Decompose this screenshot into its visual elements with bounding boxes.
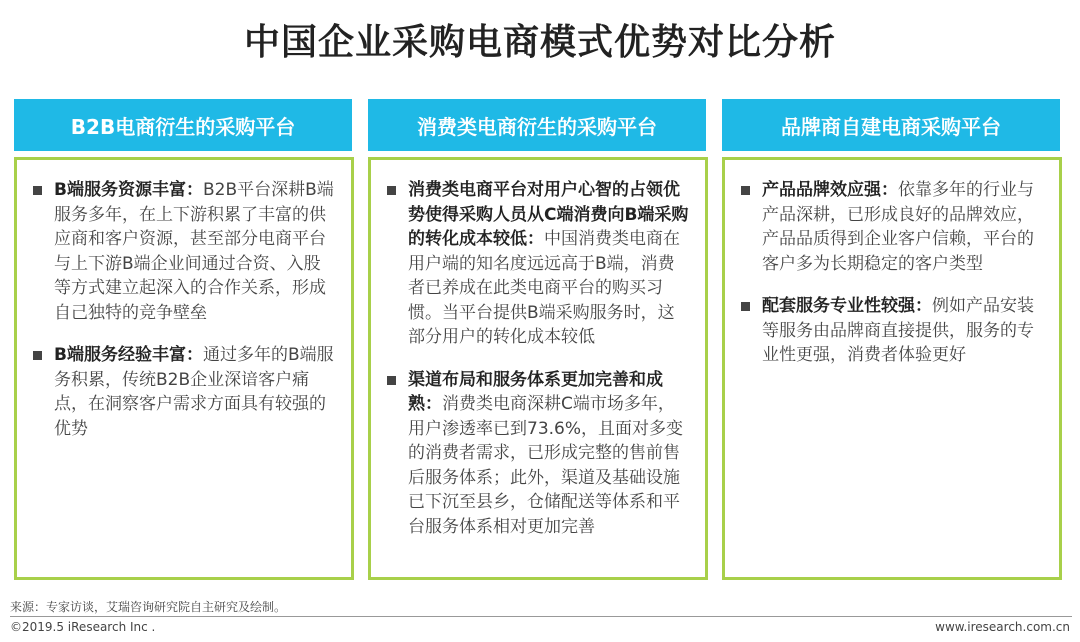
item-heading: 产品品牌效应强： xyxy=(762,180,898,200)
square-bullet-icon xyxy=(741,302,750,311)
item-heading: 消费类电商平台对用户心智的占领优势使得采购人员从C端消费向B端采购的转化成本较低： xyxy=(408,180,689,249)
square-bullet-icon xyxy=(741,186,750,195)
item-body: 依靠多年的行业与产品深耕，已形成良好的品牌效应，产品品质得到企业客户信赖，平台的客户多为长期稳定的客户类型 xyxy=(762,180,1034,274)
list-item xyxy=(387,178,691,350)
column-box-consumer xyxy=(368,157,708,580)
source-note: 来源：专家访谈，艾瑞咨询研究院自主研究及绘制。 xyxy=(10,600,287,614)
column-header-b2b: B2B电商衍生的采购平台 xyxy=(14,99,352,151)
item-heading: 配套服务专业性较强： xyxy=(762,296,932,316)
square-bullet-icon xyxy=(387,376,396,385)
column-header-brand: 品牌商自建电商采购平台 xyxy=(722,99,1060,151)
list-item xyxy=(33,343,337,441)
column-header-consumer: 消费类电商衍生的采购平台 xyxy=(368,99,706,151)
list-item xyxy=(387,368,691,540)
column-box-b2b xyxy=(14,157,354,580)
item-heading: B端服务经验丰富： xyxy=(54,345,203,365)
square-bullet-icon xyxy=(387,186,396,195)
website-text: www.iresearch.com.cn xyxy=(935,620,1070,634)
page-title: 中国企业采购电商模式优势对比分析 xyxy=(243,22,836,63)
column-box-brand xyxy=(722,157,1062,580)
item-body: 通过多年的B端服务积累，传统B2B企业深谙客户痛点，在洞察客户需求方面具有较强的优势 xyxy=(54,345,334,439)
copyright-text: ©2019.5 iResearch Inc . xyxy=(10,620,156,634)
list-item xyxy=(741,178,1045,276)
item-body: 消费类电商深耕C端市场多年，用户渗透率已到73.6%，且面对多变的消费者需求，已形成完整的售前售后服务体系；此外，渠道及基础设施已下沉至县乡，仓储配送等体系和平台服务体系相对更加完善 xyxy=(408,394,684,537)
item-body: B2B平台深耕B端服务多年，在上下游积累了丰富的供应商和客户资源，甚至部分电商平台与上下游B端企业间通过合资、入股等方式建立起深入的合作关系，形成自己独特的竞争壁垒 xyxy=(54,180,334,323)
item-heading: 渠道布局和服务体系更加完善和成熟： xyxy=(408,369,663,414)
item-heading: B端服务资源丰富： xyxy=(54,180,203,200)
footer-divider xyxy=(10,616,1072,617)
list-item xyxy=(741,294,1045,368)
item-body: 中国消费类电商在用户端的知名度远远高于B端，消费者已养成在此类电商平台的购买习惯。当平台提供B端采购服务时，这部分用户的转化成本较低 xyxy=(408,229,680,347)
item-body: 例如产品安装等服务由品牌商直接提供，服务的专业性更强，消费者体验更好 xyxy=(762,296,1034,365)
square-bullet-icon xyxy=(33,186,42,195)
list-item xyxy=(33,178,337,325)
square-bullet-icon xyxy=(33,351,42,360)
